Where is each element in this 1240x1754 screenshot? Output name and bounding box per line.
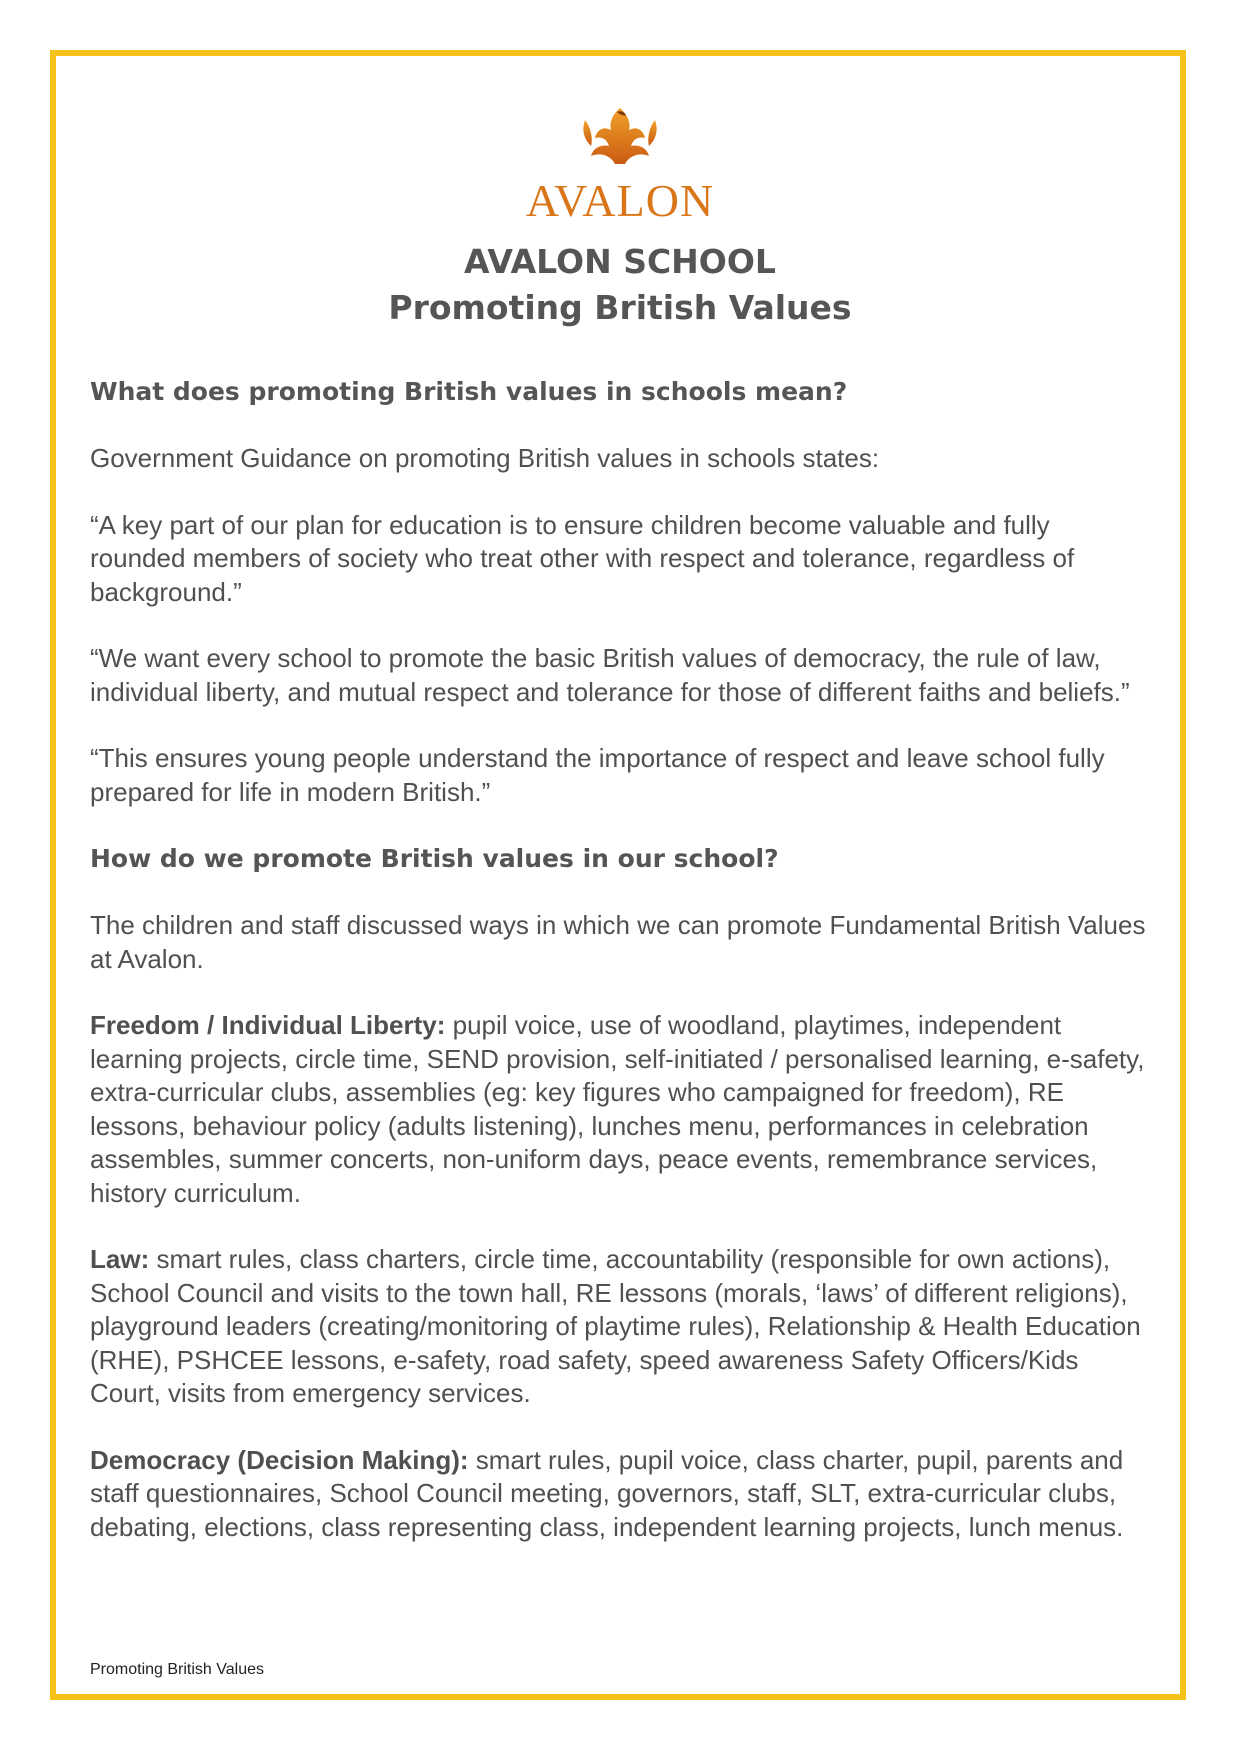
discussion-paragraph: The children and staff discussed ways in which we can promote Fundamental British Values at Avalon.: [90, 910, 1146, 974]
democracy-label: Democracy (Decision Making):: [90, 1444, 469, 1475]
question-heading-meaning: What does promoting British values in schools mean?: [90, 377, 848, 406]
school-name-title: AVALON SCHOOL: [464, 242, 776, 281]
freedom-text: pupil voice, use of woodland, playtimes, independent learning projects, circle time, SEND provision, self-initiated / personalised learning, e-safety, extra-curricular clubs, assemblies (eg: key figures who campaigned for freedom), RE lessons, behaviour policy (adults listening), lunches menu, performances in celebration assembles, summer concerts, non-uniform days, peace events, remembrance services, history curriculum.: [90, 1010, 1145, 1208]
law-text: smart rules, class charters, circle time, accountability (responsible for own actions), School Council and visits to the town hall, RE lessons (morals, ‘laws’ of different religions), playground leaders (creating/monitoring of playtime rules), Relationship & Health Education (RHE), PSHCEE lessons, e-safety, road safety, speed awareness Safety Officers/Kids Court, visits from emergency services.: [90, 1244, 1141, 1408]
freedom-label: Freedom / Individual Liberty:: [90, 1010, 446, 1040]
page-subtitle: Promoting British Values: [388, 288, 852, 327]
page-footer: Promoting British Values: [90, 1661, 264, 1678]
democracy-paragraph: [90, 1444, 1150, 1545]
quote-paragraph-1: “A key part of our plan for education is to ensure children become valuable and fully rounded members of society who treat other with respect and tolerance, regardless of background.”: [90, 509, 1075, 607]
document-body: [90, 375, 1150, 1577]
freedom-paragraph: [90, 1009, 1150, 1210]
quote-paragraph-3: “This ensures young people understand the importance of respect and leave school fully prepared for life in modern British.”: [90, 743, 1105, 807]
guidance-intro-paragraph: Government Guidance on promoting British values in schools states:: [90, 443, 880, 473]
law-paragraph: [90, 1243, 1150, 1411]
democracy-text: smart rules, pupil voice, class charter, pupil, parents and staff questionnaires, School Council meeting, governors, staff, SLT, extra-curricular clubs, debating, elections, class representing class, independent learning projects, lunch menus.: [90, 1444, 1124, 1542]
logo-wordmark: AVALON: [525, 175, 715, 226]
law-label: Law:: [90, 1244, 150, 1274]
question-heading-how: How do we promote British values in our school?: [90, 844, 779, 873]
quote-paragraph-2: “We want every school to promote the basic British values of democracy, the rule of law, individual liberty, and mutual respect and tolerance for those of different faiths and beliefs.”: [90, 643, 1130, 707]
school-logo: [505, 100, 735, 225]
